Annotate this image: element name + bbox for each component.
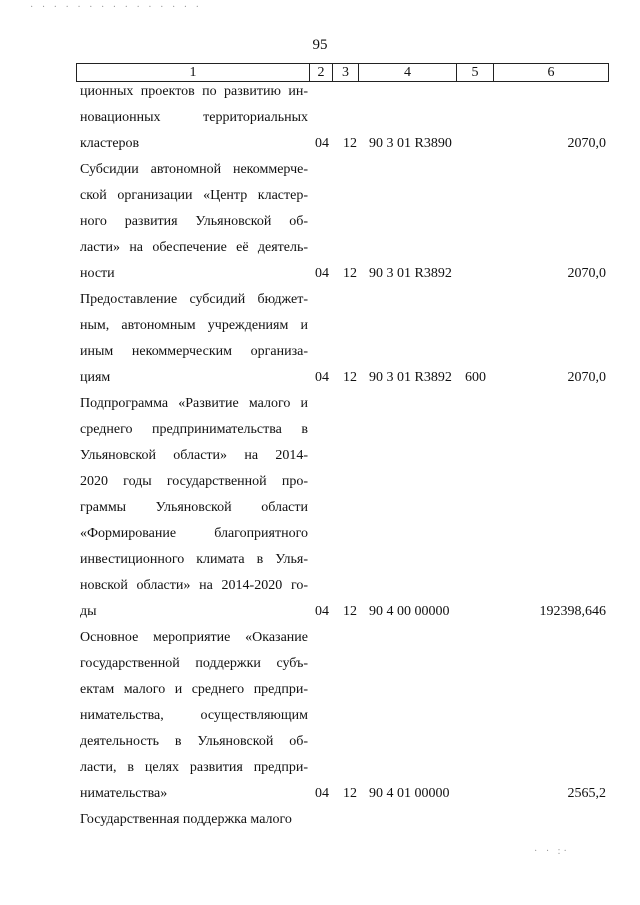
row-1-col-6: 2070,0 (567, 266, 606, 281)
row-3-line-6: инвестиционного климата в Улья- (80, 552, 308, 567)
row-3-line-7: новской области» на 2014-2020 го- (80, 578, 308, 593)
scan-noise-top: · · · · · · · · · · · · · · · (30, 2, 202, 13)
row-5-description (80, 807, 308, 833)
row-3-line-1: среднего предпринимательства в (80, 422, 308, 437)
row-4-line-5: ласти, в целях развития предпри- (80, 760, 308, 775)
column-header-6: 6 (494, 64, 609, 82)
row-2-line-2: иным некоммерческим организа- (80, 344, 308, 359)
row-2-line-3: циям (80, 370, 111, 385)
row-1-line-1: ской организации «Центр кластер- (80, 188, 308, 203)
row-4-line-4: деятельность в Ульяновской об- (80, 734, 308, 749)
row-4-line-2: ектам малого и среднего предпри- (80, 682, 308, 697)
row-4-line-6: нимательства» (80, 786, 168, 801)
row-4-col-2: 04 (315, 786, 329, 801)
row-1-description (80, 157, 308, 287)
row-2-line-0: Предоставление субсидий бюджет- (80, 292, 308, 307)
row-3-col-3: 12 (343, 604, 357, 619)
row-4-line-0: Основное мероприятие «Оказание (80, 630, 308, 645)
row-3-description (80, 391, 308, 625)
row-2-col-2: 04 (315, 370, 329, 385)
row-4-line-3: нимательства, осуществляющим (80, 708, 308, 723)
row-1-line-4: ности (80, 266, 115, 281)
row-1-col-4: 90 3 01 R3892 (369, 266, 452, 281)
row-3-line-0: Подпрограмма «Развитие малого и (80, 396, 308, 411)
row-3-line-8: ды (80, 604, 97, 619)
row-4-line-1: государственной поддержки субъ- (80, 656, 308, 671)
row-0-col-2: 04 (315, 136, 329, 151)
column-header-3: 3 (333, 64, 359, 82)
row-4-col-4: 90 4 01 00000 (369, 786, 450, 801)
row-4-col-6: 2565,2 (567, 786, 606, 801)
column-header-5: 5 (457, 64, 494, 82)
row-1-line-3: ласти» на обеспечение её деятель- (80, 240, 308, 255)
row-0-col-4: 90 3 01 R3890 (369, 136, 452, 151)
column-header-2: 2 (310, 64, 333, 82)
row-3-col-4: 90 4 00 00000 (369, 604, 450, 619)
row-0-line-2: кластеров (80, 136, 140, 151)
row-1-line-0: Субсидии автономной некоммерче- (80, 162, 308, 177)
row-2-col-4: 90 3 01 R3892 (369, 370, 452, 385)
row-1-line-2: ного развития Ульяновской об- (80, 214, 308, 229)
row-3-line-5: «Формирование благоприятного (80, 526, 308, 541)
row-2-col-3: 12 (343, 370, 357, 385)
row-3-col-6: 192398,646 (539, 604, 606, 619)
row-3-col-2: 04 (315, 604, 329, 619)
row-2-col-6: 2070,0 (567, 370, 606, 385)
column-header-4: 4 (359, 64, 457, 82)
row-3-line-4: граммы Ульяновской области (80, 500, 308, 515)
row-2-col-5: 600 (465, 370, 486, 385)
row-2-description (80, 287, 308, 391)
column-header-1: 1 (77, 64, 310, 82)
row-3-line-2: Ульяновской области» на 2014- (80, 448, 308, 463)
row-0-col-6: 2070,0 (567, 136, 606, 151)
page-number: 95 (312, 37, 328, 53)
row-1-col-2: 04 (315, 266, 329, 281)
row-2-line-1: ным, автономным учреждениям и (80, 318, 308, 333)
scan-noise-bottom: · · :· (534, 846, 570, 857)
row-4-description (80, 625, 308, 807)
row-1-col-3: 12 (343, 266, 357, 281)
row-0-line-0: ционных проектов по развитию ин- (80, 84, 308, 99)
row-5-line-0: Государственная поддержка малого (80, 812, 292, 827)
row-4-col-3: 12 (343, 786, 357, 801)
row-0-col-3: 12 (343, 136, 357, 151)
row-3-line-3: 2020 годы государственной про- (80, 474, 308, 489)
row-0-description (80, 79, 308, 157)
row-0-line-1: новационных территориальных (80, 110, 308, 125)
